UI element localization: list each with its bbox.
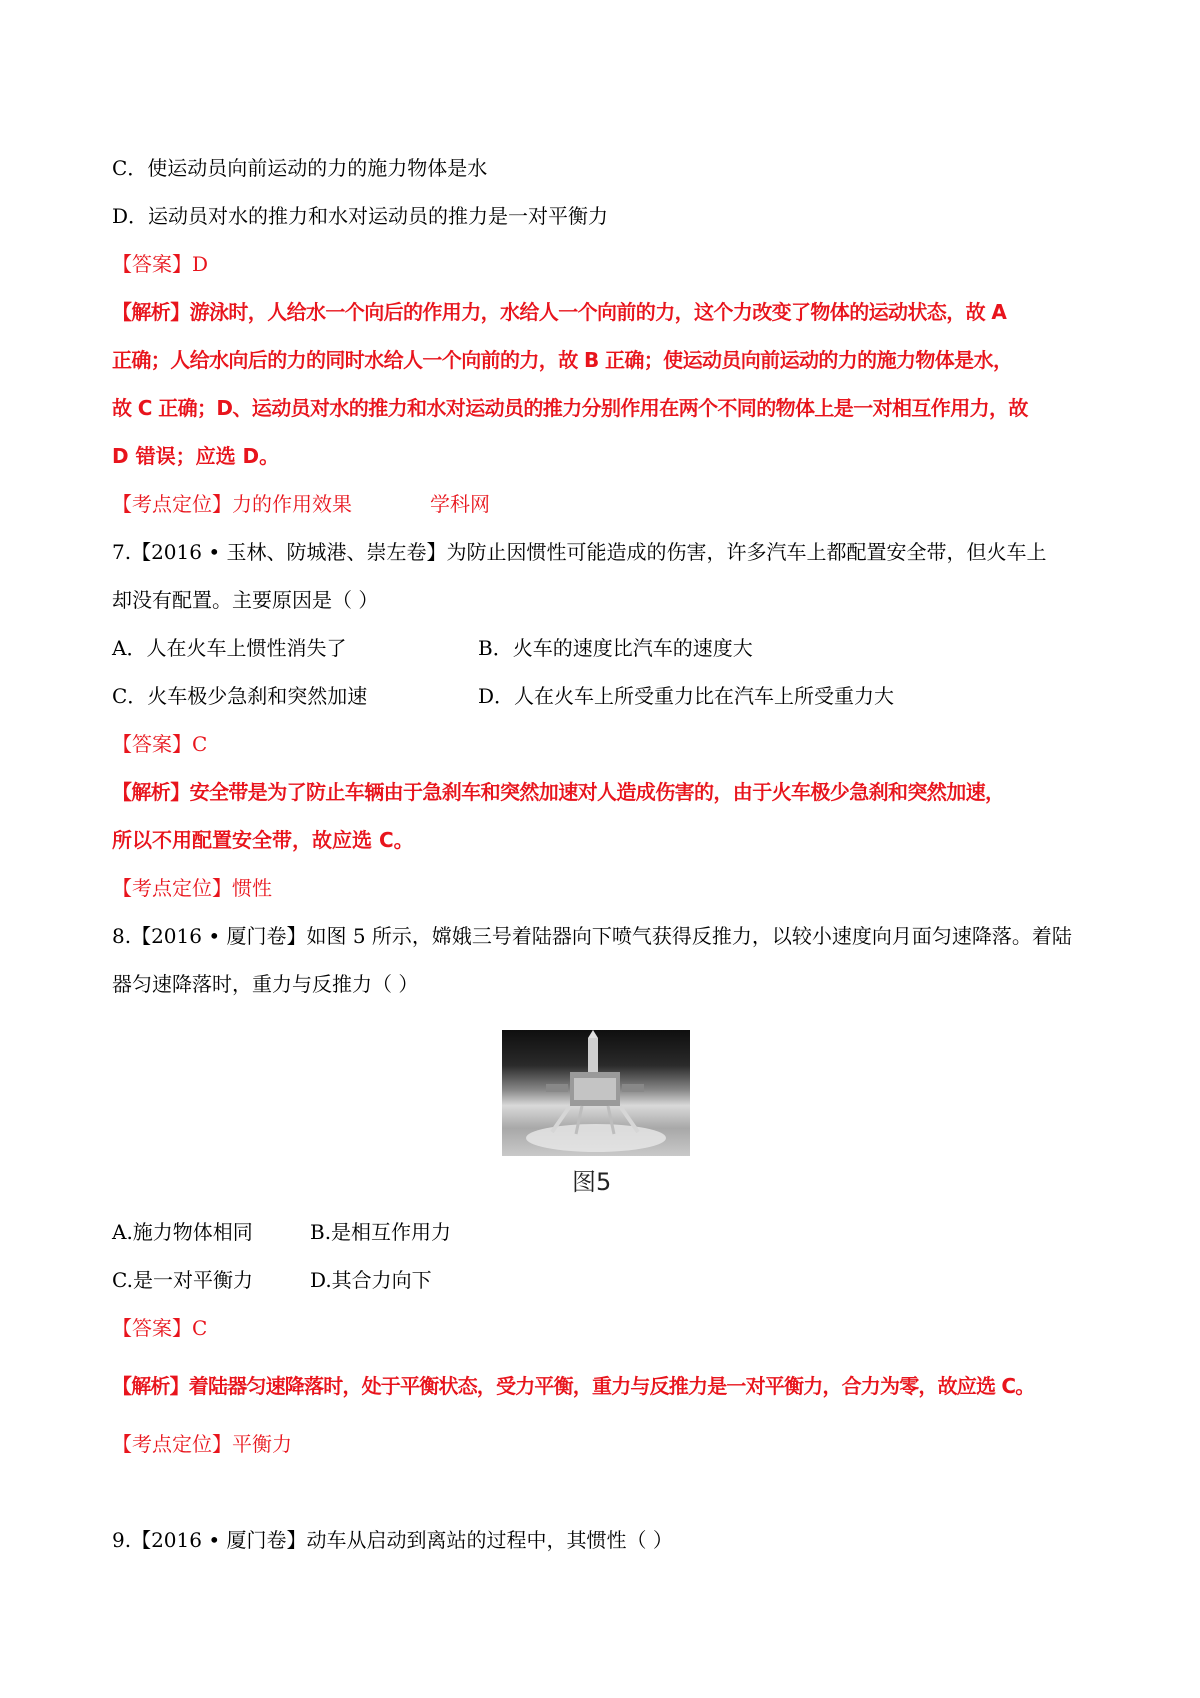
q6-option-d: D．运动员对水的推力和水对运动员的推力是一对平衡力 [112, 204, 609, 228]
q7-analysis-line-2: 所以不用配置安全带，故应选 C。 [112, 828, 414, 852]
q8-option-c: C.是一对平衡力 [112, 1268, 253, 1292]
q8-stem-line-2: 器匀速降落时，重力与反推力（ ） [112, 972, 419, 996]
q6-analysis-line-1: 【解析】游泳时，人给水一个向后的作用力，水给人一个向前的力，这个力改变了物体的运动状态，故 A [112, 300, 1007, 324]
q7-option-a: A．人在火车上惯性消失了 [112, 636, 347, 660]
q7-stem-line-1: 7.【2016 • 玉林、防城港、崇左卷】为防止因惯性可能造成的伤害，许多汽车上都配置安全带，但火车上 [112, 540, 1047, 564]
q6-knowledge-point: 【考点定位】力的作用效果 [112, 492, 352, 516]
q8-knowledge-point: 【考点定位】平衡力 [112, 1432, 292, 1456]
q6-site-label: 学科网 [430, 492, 490, 516]
q7-stem-line-2: 却没有配置。主要原因是（ ） [112, 588, 379, 612]
q7-answer: 【答案】C [112, 732, 208, 756]
q7-option-d: D．人在火车上所受重力比在汽车上所受重力大 [478, 684, 895, 708]
q8-option-a: A.施力物体相同 [112, 1220, 253, 1244]
lunar-lander-illustration [502, 1030, 690, 1156]
q6-analysis-line-3: 故 C 正确；D、运动员对水的推力和水对运动员的推力分别作用在两个不同的物体上是一对相互作用力，故 [112, 396, 1028, 420]
q8-stem-line-1: 8.【2016 • 厦门卷】如图 5 所示，嫦娥三号着陆器向下喷气获得反推力，以较小速度向月面匀速降落。着陆 [112, 924, 1072, 948]
q8-option-b: B.是相互作用力 [310, 1220, 452, 1244]
q8-option-d: D.其合力向下 [310, 1268, 432, 1292]
q9-stem-line-1: 9.【2016 • 厦门卷】动车从启动到离站的过程中，其惯性（ ） [112, 1528, 673, 1552]
q6-option-c: C．使运动员向前运动的力的施力物体是水 [112, 156, 488, 180]
q7-option-c: C．火车极少急刹和突然加速 [112, 684, 368, 708]
figure-caption: 图5 [572, 1168, 612, 1196]
q6-answer: 【答案】D [112, 252, 209, 276]
q8-analysis-line-1: 【解析】着陆器匀速降落时，处于平衡状态，受力平衡，重力与反推力是一对平衡力，合力为零，故应选 C。 [112, 1374, 1035, 1398]
q6-analysis-line-2: 正确；人给水向后的力的同时水给人一个向前的力，故 B 正确；使运动员向前运动的力的施力物体是水， [112, 348, 1013, 372]
q6-analysis-line-4: D 错误；应选 D。 [112, 444, 280, 468]
q7-analysis-line-1: 【解析】安全带是为了防止车辆由于急刹车和突然加速对人造成伤害的，由于火车极少急刹和突然加速， [112, 780, 1005, 804]
q8-answer: 【答案】C [112, 1316, 208, 1340]
q7-knowledge-point: 【考点定位】惯性 [112, 876, 272, 900]
lunar-lander-figure [502, 1030, 690, 1156]
q7-option-b: B．火车的速度比汽车的速度大 [478, 636, 753, 660]
